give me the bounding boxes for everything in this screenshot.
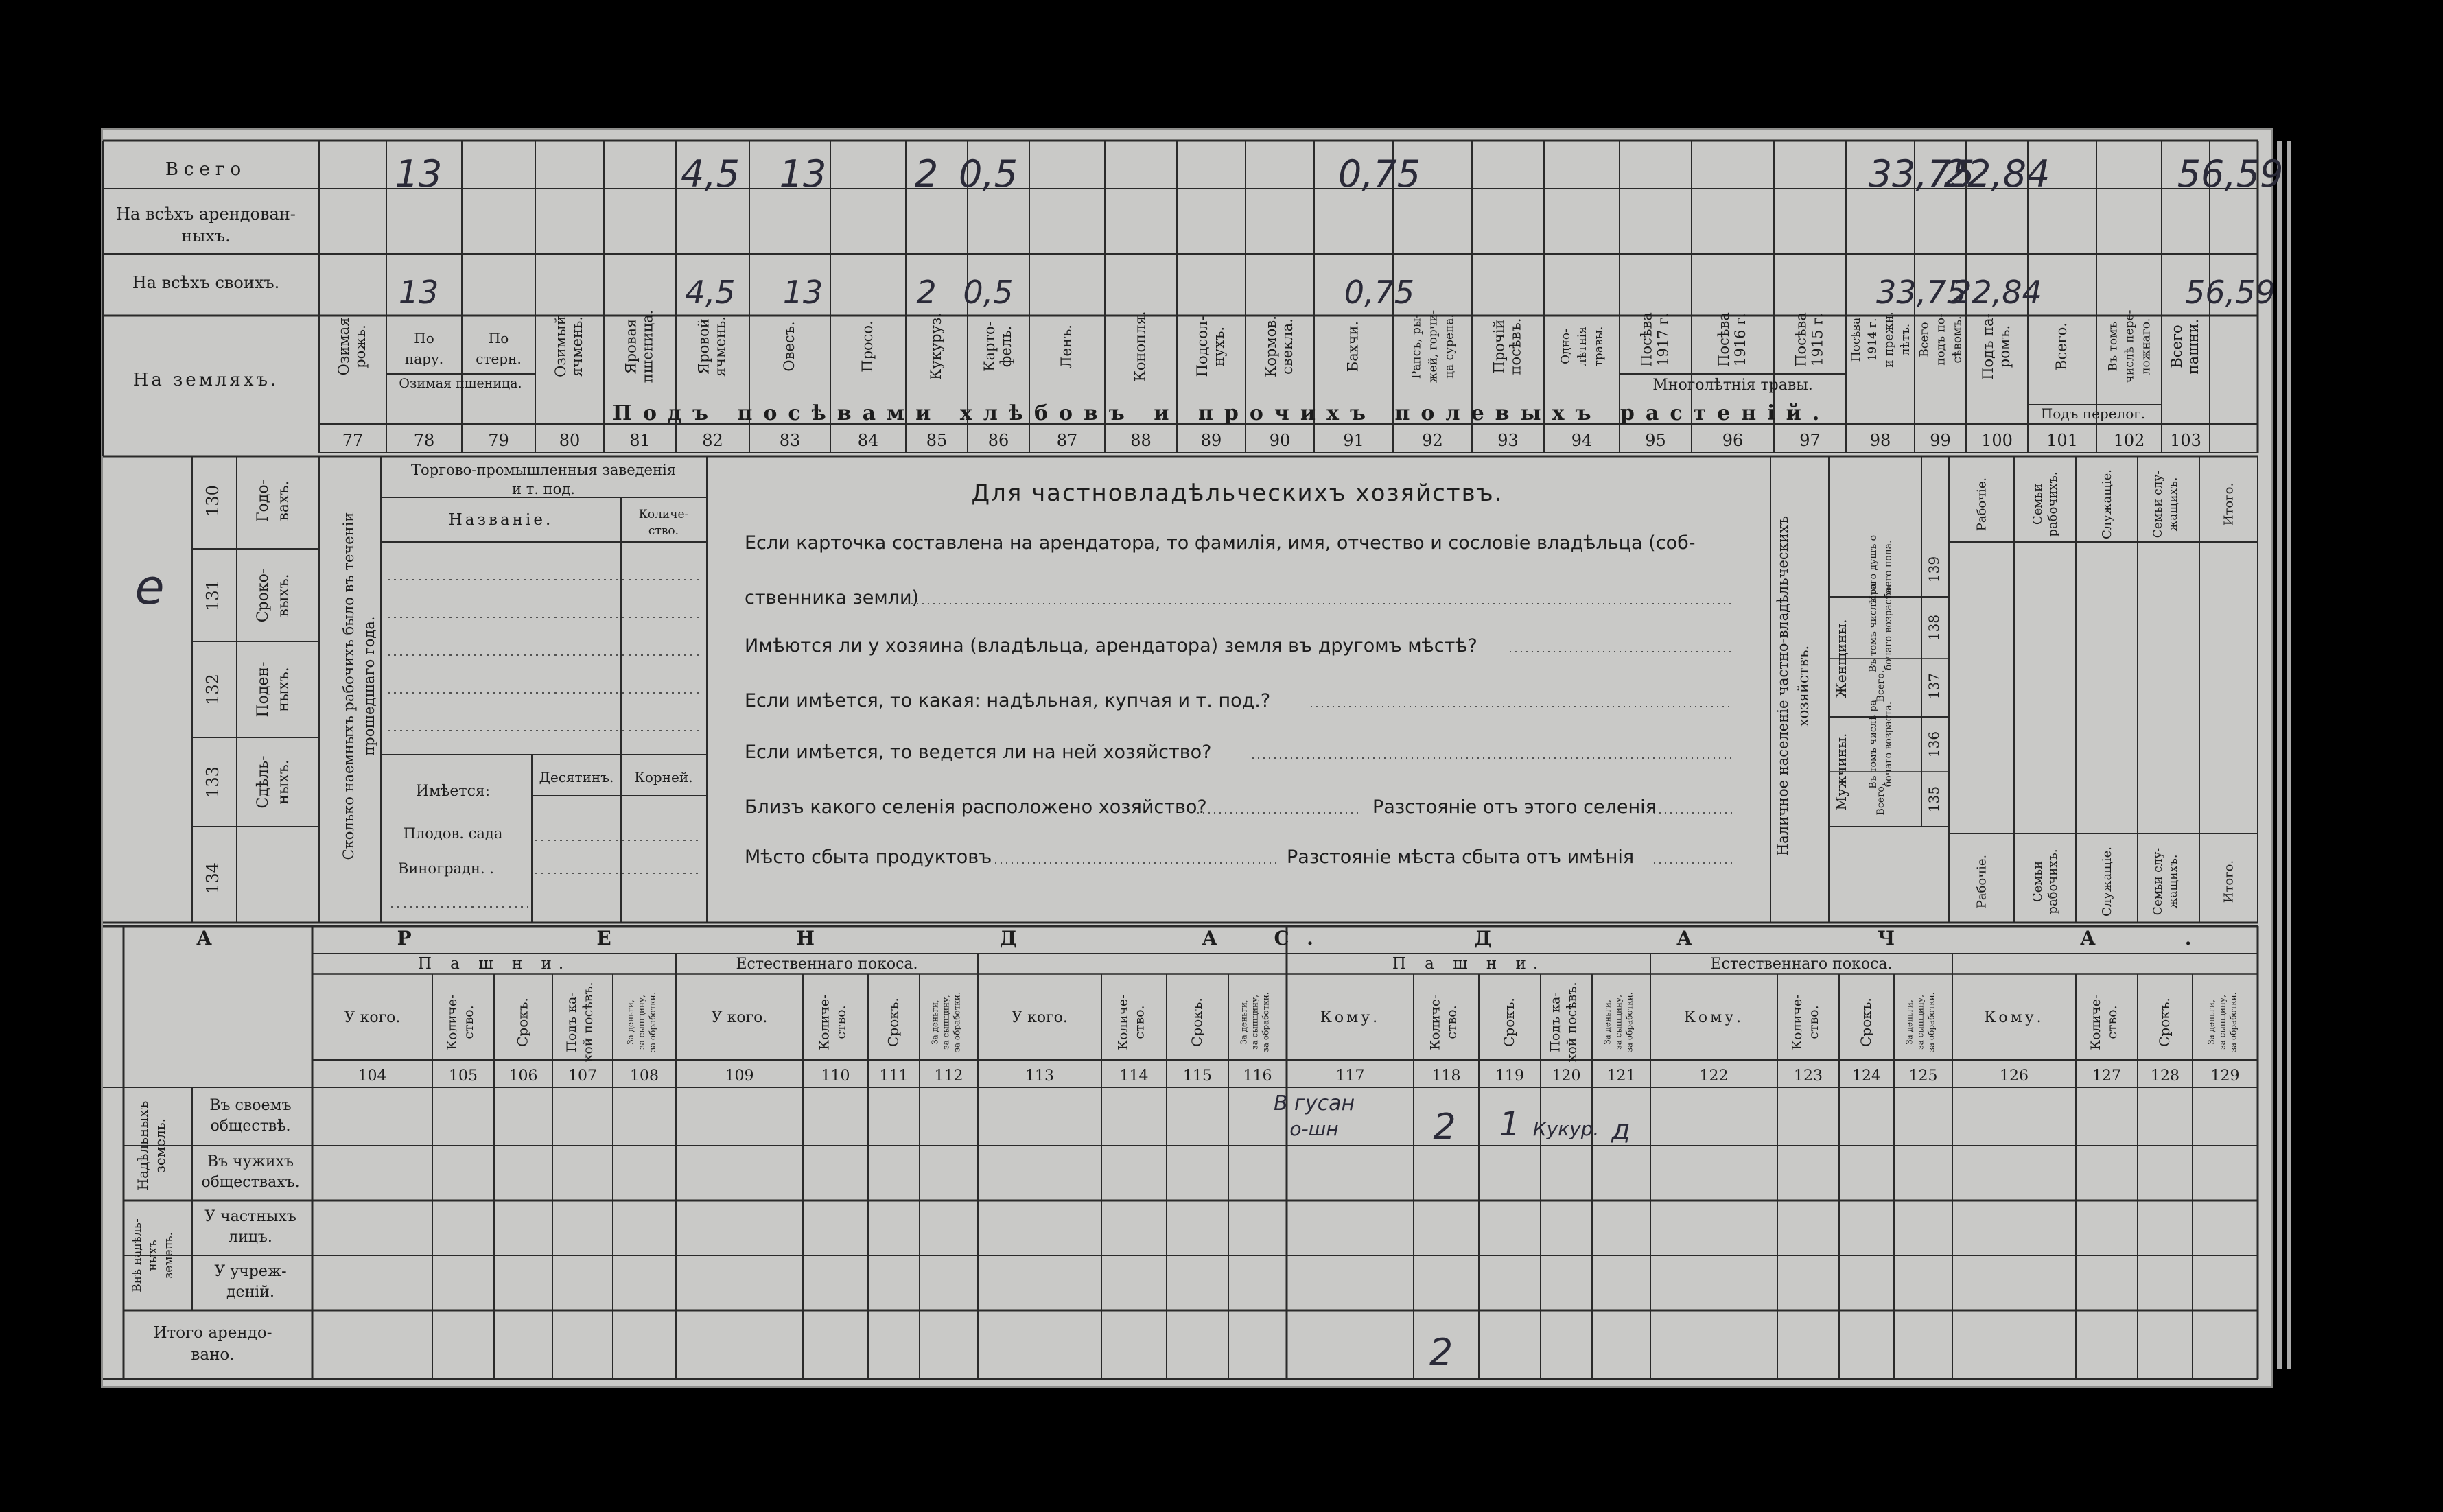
column-number: 92 xyxy=(1422,431,1443,450)
handwritten-value: 13 xyxy=(398,274,439,311)
crop-header: Карто- xyxy=(981,321,998,372)
handwritten-value: д xyxy=(1611,1114,1630,1146)
col-header: Количе- xyxy=(1427,994,1443,1050)
crop-header: посѣвъ. xyxy=(1507,318,1524,375)
col-header: Подъ ка- xyxy=(564,992,579,1052)
group-label: Подъ перелог. xyxy=(2040,405,2146,422)
col-header: Срокъ. xyxy=(1189,997,1205,1047)
col-header: за сыпщину, xyxy=(637,995,646,1050)
handwritten-mark: е xyxy=(135,559,165,615)
col-header: За деньги, xyxy=(2206,1000,2217,1045)
col-header: ство. xyxy=(833,1005,849,1039)
crop-header: пару. xyxy=(404,351,444,367)
crop-header: Ленъ. xyxy=(1058,324,1075,368)
worker-col: Итого. xyxy=(2221,860,2236,903)
crop-header: По xyxy=(414,330,434,346)
col-header: Срокъ. xyxy=(2156,997,2173,1047)
kolichestvo-header: Количе- xyxy=(638,508,689,521)
crop-header: лѣтнiя xyxy=(1576,327,1589,366)
col-header: Количе- xyxy=(445,994,460,1050)
korney-header: Корней. xyxy=(634,769,693,785)
crop-header: фель. xyxy=(998,325,1014,368)
column-number: 120 xyxy=(1552,1067,1581,1085)
side-label: Сдѣль- xyxy=(255,755,272,809)
naemnyh-label: Сколько наемныхъ рабочихъ было въ теченiи xyxy=(340,512,357,860)
col-header: за обработки. xyxy=(952,992,962,1052)
crop-header: числѣ пере- xyxy=(2123,309,2137,383)
crop-header: Озимая xyxy=(336,317,352,376)
column-number: 128 xyxy=(2151,1067,2179,1085)
col-header: За деньги, xyxy=(1602,1000,1613,1045)
col-header: За деньги, xyxy=(1904,1000,1915,1045)
pop-label: бочаго возраста. xyxy=(1883,701,1894,788)
pokos-label: Естественнаго покоса. xyxy=(1710,956,1893,973)
pop-number: 138 xyxy=(1926,614,1942,641)
worker-col: Итого. xyxy=(2221,482,2236,526)
row-label: лицъ. xyxy=(229,1229,272,1246)
handwritten-value: 4,5 xyxy=(681,152,740,196)
crop-header: Яровая xyxy=(622,318,640,375)
form-line: Мѣсто сбыта продуктовъ xyxy=(745,847,992,868)
group-label: Озимая пшеница. xyxy=(399,376,522,391)
crop-header: Посѣва xyxy=(1792,312,1810,367)
column-number: 77 xyxy=(342,431,364,450)
crop-header: ложнаго. xyxy=(2139,318,2153,375)
crop-header: Кукуруз. xyxy=(928,312,944,381)
crop-header: Всего xyxy=(1917,322,1932,357)
crop-header: Конопля. xyxy=(1132,311,1149,382)
pop-number: 139 xyxy=(1926,556,1942,583)
kolichestvo-header: ство. xyxy=(648,524,679,538)
side-number: 131 xyxy=(203,580,222,611)
pop-label: боего пола. xyxy=(1883,540,1894,599)
crop-header: Посѣва xyxy=(1638,312,1655,367)
column-number: 78 xyxy=(413,431,435,450)
form-line: ственника земли) xyxy=(745,587,920,609)
muzhchiny-label: Мужчины. xyxy=(1833,733,1849,811)
crop-header: Бахчи. xyxy=(1344,320,1361,373)
row-label: денiй. xyxy=(226,1284,274,1301)
handwritten-value: 22,84 xyxy=(1952,274,2042,311)
col-header: Подъ ка- xyxy=(1547,992,1563,1052)
column-number: 82 xyxy=(702,431,723,450)
column-number: 106 xyxy=(509,1067,538,1085)
nalichnoe-label: Наличное населенiе частно-владѣльческихъ xyxy=(1775,515,1791,857)
handwritten-value: 13 xyxy=(782,274,823,311)
crop-header: Посѣва xyxy=(1716,312,1732,367)
col-header: У кого. xyxy=(711,1009,768,1026)
crop-header: 1915 г. xyxy=(1809,313,1826,366)
column-number: 125 xyxy=(1908,1067,1938,1085)
handwritten-value: 2 xyxy=(916,274,937,311)
col-header: Кому. xyxy=(1683,1009,1744,1026)
crop-header: пашни. xyxy=(2185,318,2201,375)
handwritten-value: 33,75 xyxy=(1876,274,1967,311)
col-header: Кому. xyxy=(1320,1009,1381,1026)
crop-header: ромъ. xyxy=(1996,324,2013,368)
handwritten-value: 13 xyxy=(779,152,827,196)
col-header: Количе- xyxy=(1115,994,1131,1050)
pashni-label: П а ш н и. xyxy=(1392,955,1545,973)
col-header: за сыпщину, xyxy=(1250,995,1260,1050)
worker-col: Рабочiе. xyxy=(1974,854,1989,909)
row-label: У учреж- xyxy=(214,1263,287,1280)
handwritten-value: 0,75 xyxy=(1344,274,1415,311)
zhenshchiny-label: Женщины. xyxy=(1833,619,1849,698)
column-number: 121 xyxy=(1606,1067,1636,1085)
side-label: Годо- xyxy=(255,479,272,523)
column-number: 117 xyxy=(1335,1067,1365,1085)
worker-col: Служащiе. xyxy=(2100,847,2114,917)
col-header: За деньги, xyxy=(930,1000,940,1045)
side-label: ныхъ. xyxy=(275,667,292,712)
vinogradn-label: Виноградн. . xyxy=(398,860,494,877)
col-header: за сыпщину, xyxy=(941,995,951,1050)
row-label: Въ чужихъ xyxy=(207,1153,294,1170)
column-number: 124 xyxy=(1852,1067,1881,1085)
crop-header: свекла. xyxy=(1279,318,1296,375)
crop-header: Овесъ. xyxy=(781,321,797,372)
row-group-label: Надѣльныхъ xyxy=(135,1100,151,1191)
side-label: Поден- xyxy=(255,661,272,718)
form-line: Если имѣется, то какая: надѣльная, купчая и т. под.? xyxy=(745,690,1271,711)
row-group-label: Внѣ надѣль- xyxy=(130,1218,144,1292)
side-number: 130 xyxy=(203,485,222,517)
crop-header: и прежн. xyxy=(1882,311,1896,368)
column-number: 129 xyxy=(2210,1067,2240,1085)
column-number: 116 xyxy=(1243,1067,1272,1085)
column-number: 112 xyxy=(934,1067,963,1085)
row-group-label: земель. xyxy=(162,1231,176,1279)
crop-header: Одно- xyxy=(1559,329,1573,364)
handwritten-value: о-шн xyxy=(1289,1118,1339,1140)
column-number: 89 xyxy=(1200,431,1222,450)
col-header: ство. xyxy=(2105,1005,2120,1039)
column-number: 110 xyxy=(821,1067,850,1085)
handwritten-value: 2 xyxy=(1429,1331,1453,1374)
handwritten-value: 2 xyxy=(914,152,939,196)
col-header: За деньги, xyxy=(1239,1000,1249,1045)
row-label: Въ своемъ xyxy=(209,1097,292,1114)
column-number: 97 xyxy=(1799,431,1821,450)
column-number: 86 xyxy=(987,431,1009,450)
side-label: ныхъ. xyxy=(275,759,292,805)
desyatin-header: Десятинъ. xyxy=(539,769,614,785)
row-label-arendovannyh: ныхъ. xyxy=(181,226,231,246)
crop-header: Кормов. xyxy=(1263,316,1279,377)
col-header: кой посѣвъ. xyxy=(581,982,596,1063)
nazvanie-header: Названiе. xyxy=(448,511,554,529)
col-header: Количе- xyxy=(1790,994,1805,1050)
crop-header: ячмень. xyxy=(569,316,585,377)
col-header: за сыпщину, xyxy=(1613,995,1624,1050)
col-header: У кого. xyxy=(1012,1009,1068,1026)
worker-col: Семьи слу- xyxy=(2151,847,2165,916)
crop-header: рожь. xyxy=(352,324,369,368)
column-number: 91 xyxy=(1343,431,1364,450)
crop-header: Прочiй xyxy=(1491,319,1508,374)
column-number: 107 xyxy=(568,1067,597,1085)
col-header: Срокъ. xyxy=(885,997,902,1047)
pop-label: Всего. xyxy=(1875,670,1886,702)
handwritten-value: 22,84 xyxy=(1943,152,2050,196)
crop-header: травы. xyxy=(1592,326,1606,367)
form-line: Имѣются ли у хозяина (владѣльца, арендатора) земля въ другомъ мѣстѣ? xyxy=(745,635,1477,657)
crop-header: жей, горчи- xyxy=(1426,309,1440,383)
col-header: Количе- xyxy=(817,994,832,1050)
group-label: Многолѣтнiя травы. xyxy=(1652,377,1813,394)
column-number: 114 xyxy=(1119,1067,1149,1085)
crop-header: подъ по- xyxy=(1934,314,1948,366)
torgovo-title: Торгово-промышленныя заведенiя xyxy=(411,462,676,478)
crop-header: сѣвомъ. xyxy=(1950,316,1965,364)
col-header: за обработки. xyxy=(2228,992,2239,1052)
crop-header: 1916 г. xyxy=(1732,313,1749,366)
row-label: обществахъ. xyxy=(201,1174,300,1191)
column-number: 115 xyxy=(1183,1067,1212,1085)
row-group-label: ныхъ xyxy=(146,1240,160,1271)
crop-header: Посѣва xyxy=(1849,317,1863,362)
column-number: 84 xyxy=(857,431,879,450)
crop-header: Яровой xyxy=(695,318,712,375)
column-number: 94 xyxy=(1571,431,1593,450)
col-header: За деньги, xyxy=(626,1000,635,1045)
form-line: Если карточка составлена на арендатора, то фамилiя, имя, отчество и сословiе владѣльца (соб- xyxy=(745,532,1696,554)
column-number: 113 xyxy=(1025,1067,1054,1085)
col-header: ство. xyxy=(461,1005,476,1039)
column-number: 108 xyxy=(630,1067,659,1085)
pop-number: 135 xyxy=(1926,785,1942,813)
pop-label: бочаго возраста. xyxy=(1883,584,1894,671)
arenda-title: А Р Е Н Д А. xyxy=(196,927,1403,949)
imeetsya-label: Имѣется: xyxy=(415,783,491,800)
handwritten-value: 56,59 xyxy=(2177,152,2284,196)
col-header: за сыпщину, xyxy=(2217,995,2228,1050)
crop-header: Просо. xyxy=(859,320,876,373)
form-line: Разстоянiе отъ этого селенiя xyxy=(1372,796,1657,818)
col-header: ство. xyxy=(1132,1005,1147,1039)
crop-header: ячмень. xyxy=(712,316,729,377)
worker-col: рабочихъ. xyxy=(2046,471,2060,537)
form-line: Разстоянiе мѣста сбыта отъ имѣнiя xyxy=(1287,847,1635,868)
column-number: 80 xyxy=(559,431,581,450)
form-line: Если имѣется, то ведется ли на ней хозяйство? xyxy=(745,742,1212,763)
row-label-vsego: Всего xyxy=(165,159,247,180)
handwritten-value: 0,5 xyxy=(963,274,1014,311)
handwritten-value: 4,5 xyxy=(685,274,736,311)
column-number: 104 xyxy=(358,1067,387,1085)
column-number: 105 xyxy=(449,1067,478,1085)
column-number: 101 xyxy=(2046,431,2078,450)
column-number: 102 xyxy=(2113,431,2145,450)
column-number: 126 xyxy=(2000,1067,2029,1085)
column-number: 93 xyxy=(1497,431,1519,450)
column-number: 103 xyxy=(2170,431,2201,450)
side-number: 132 xyxy=(203,674,222,705)
handwritten-value: 2 xyxy=(1433,1107,1456,1148)
crop-header: Озимый xyxy=(552,316,569,377)
itogo-label: Итого арендо- xyxy=(153,1324,272,1342)
pop-number: 136 xyxy=(1926,731,1942,758)
pop-label: Итого душъ о xyxy=(1868,534,1879,604)
col-header: Количе- xyxy=(2088,994,2103,1050)
column-number: 119 xyxy=(1495,1067,1524,1085)
side-label: выхъ. xyxy=(275,574,292,617)
col-header: Срокъ. xyxy=(1858,997,1874,1047)
column-number: 83 xyxy=(779,431,801,450)
column-number: 109 xyxy=(725,1067,754,1085)
crop-header: 1917 г. xyxy=(1655,313,1672,366)
column-number: 81 xyxy=(629,431,651,450)
column-number: 90 xyxy=(1269,431,1291,450)
pop-label: Въ томъ числѣ ра xyxy=(1868,700,1879,789)
handwritten-value: 13 xyxy=(395,152,443,196)
column-number: 118 xyxy=(1431,1067,1461,1085)
side-number: 133 xyxy=(203,766,222,798)
worker-col: Рабочiе. xyxy=(1974,477,1989,532)
crop-header: Всего. xyxy=(2053,322,2070,370)
banner-title: Подъ посѣвами хлѣбовъ и прочихъ полевыхъ растенiй. xyxy=(612,401,1831,425)
side-label: Сроко- xyxy=(255,568,272,623)
crop-header: Рапсъ, ры- xyxy=(1410,314,1424,379)
pop-label: Всего. xyxy=(1875,783,1886,816)
crop-header: 1914 г. xyxy=(1866,318,1880,362)
handwritten-value: 1 xyxy=(1499,1105,1521,1144)
col-header: за обработки. xyxy=(648,992,657,1052)
column-number: 88 xyxy=(1130,431,1152,450)
handwritten-value: В гусан xyxy=(1273,1091,1355,1115)
row-label-na-zemlyah: На земляхъ. xyxy=(132,370,279,390)
row-label-svoih: На всѣхъ своихъ. xyxy=(132,273,280,292)
form-line: Близъ какого селенiя расположено хозяйство? xyxy=(745,796,1207,818)
column-number: 79 xyxy=(488,431,509,450)
col-header: ство. xyxy=(1444,1005,1460,1039)
column-number: 96 xyxy=(1722,431,1744,450)
col-header: Срокъ. xyxy=(1501,997,1517,1047)
col-header: за сыпщину, xyxy=(1915,995,1926,1050)
column-number: 87 xyxy=(1056,431,1078,450)
col-header: Кому. xyxy=(1984,1009,2044,1026)
handwritten-value: 56,59 xyxy=(2185,274,2276,311)
nalichnoe-label: хозяйствъ. xyxy=(1795,645,1812,727)
sdacha-title: С Д А Ч А. xyxy=(1274,927,2281,949)
handwritten-value: 0,75 xyxy=(1337,152,1421,196)
worker-col: рабочихъ. xyxy=(2046,849,2060,914)
column-number: 100 xyxy=(1981,431,2013,450)
col-header: за обработки. xyxy=(1624,992,1635,1052)
crop-header: Въ томъ xyxy=(2106,321,2120,372)
worker-col: Семьи xyxy=(2031,860,2045,903)
column-number: 123 xyxy=(1794,1067,1823,1085)
itogo-label: вано. xyxy=(191,1346,235,1364)
crop-header: Подсол- xyxy=(1194,316,1211,377)
column-number: 98 xyxy=(1869,431,1891,450)
pop-label: Въ томъ числѣ ра xyxy=(1868,583,1879,672)
worker-col: Семьи xyxy=(2031,483,2045,525)
column-number: 95 xyxy=(1645,431,1666,450)
crop-header: стерн. xyxy=(476,351,522,367)
column-number: 127 xyxy=(2092,1067,2121,1085)
col-header: У кого. xyxy=(344,1009,401,1026)
col-header: за обработки. xyxy=(1261,992,1271,1052)
side-label: вахъ. xyxy=(275,480,292,521)
pop-number: 137 xyxy=(1926,672,1942,700)
row-label: обществѣ. xyxy=(210,1118,291,1135)
pashni-label: П а ш н и. xyxy=(417,955,571,973)
handwritten-value: 33,75 xyxy=(1868,152,1975,196)
crop-header: лѣтъ. xyxy=(1899,323,1913,356)
crop-header: ца сурепа. xyxy=(1442,314,1457,379)
col-header: ство. xyxy=(1806,1005,1821,1039)
column-number: 111 xyxy=(879,1067,909,1085)
naemnyh-label: прошедшаго года. xyxy=(361,616,377,756)
column-number: 85 xyxy=(926,431,948,450)
row-label-arendovannyh: На всѣхъ арендован- xyxy=(116,204,296,224)
worker-col: жащихъ. xyxy=(2166,854,2180,909)
form-title: Для частновладѣльческихъ хозяйствъ. xyxy=(971,480,1504,507)
handwritten-value: Кукур. xyxy=(1532,1118,1600,1140)
col-header: кой посѣвъ. xyxy=(1564,982,1580,1063)
column-number: 122 xyxy=(1699,1067,1729,1085)
crop-header: нухъ. xyxy=(1211,326,1227,367)
worker-col: жащихъ. xyxy=(2166,477,2180,532)
col-header: Срокъ. xyxy=(514,997,531,1047)
row-group-label: земель. xyxy=(152,1118,168,1174)
crop-header: пшеница. xyxy=(639,309,656,383)
crop-header: По xyxy=(488,330,509,346)
worker-col: Служащiе. xyxy=(2100,469,2114,539)
column-number: 99 xyxy=(1930,431,1951,450)
pokos-label: Естественнаго покоса. xyxy=(736,956,918,973)
side-number: 134 xyxy=(203,862,222,894)
handwritten-value: 0,5 xyxy=(959,152,1018,196)
torgovo-title: и т. под. xyxy=(512,481,575,497)
worker-col: Семьи слу- xyxy=(2151,470,2165,539)
plodov-label: Плодов. сада xyxy=(403,825,503,842)
crop-header: Всего xyxy=(2169,324,2185,368)
crop-header: Подъ па- xyxy=(1980,313,1996,380)
col-header: за обработки. xyxy=(1926,992,1937,1052)
row-label: У частныхъ xyxy=(204,1208,296,1225)
